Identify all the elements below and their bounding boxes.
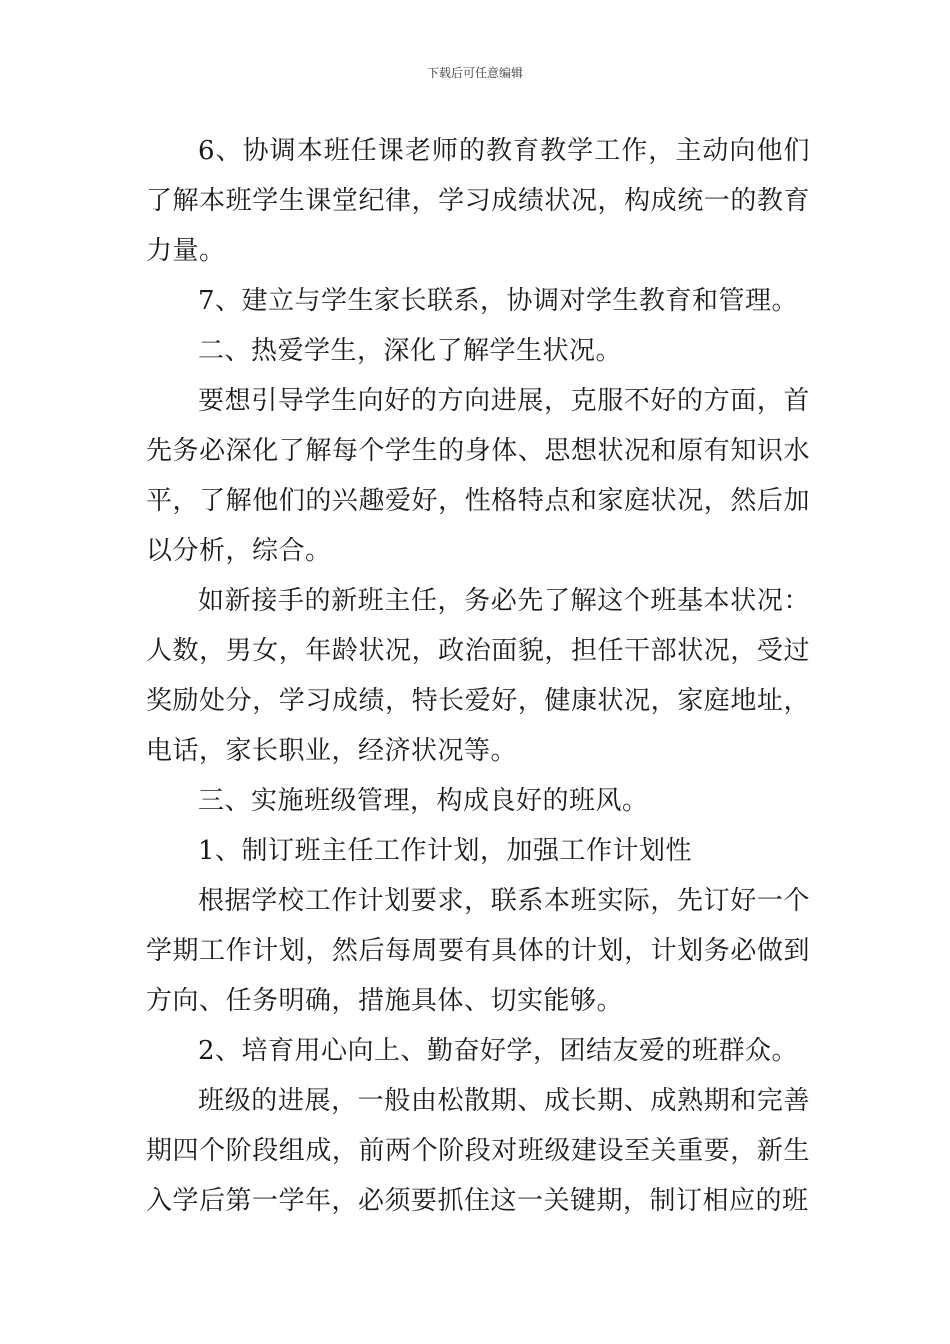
- subsection-heading: 1、制订班主任工作计划，加强工作计划性: [198, 836, 693, 866]
- section-heading: 二、热爱学生，深化了解学生状况。: [198, 336, 623, 366]
- paragraph: 如新接手的新班主任，务必先了解这个班基本状况：人数，男女，年龄状况，政治面貌，担任干部状况，受过奖励处分，学习成绩，特长爱好，健康状况，家庭地址，电话，家长职业，经济状况等。: [146, 586, 810, 766]
- paragraph: 要想引导学生向好的方向进展，克服不好的方面，首先务必深化了解每个学生的身体、思想状况和原有知识水平，了解他们的兴趣爱好，性格特点和家庭状况，然后加以分析，综合。: [146, 386, 810, 566]
- subsection-heading: 2、培育用心向上、勤奋好学，团结友爱的班群众。: [198, 1036, 799, 1066]
- paragraph: 6、协调本班任课老师的教育教学工作，主动向他们了解本班学生课堂纪律，学习成绩状况，构成统一的教育力量。: [146, 136, 810, 266]
- paragraph: 根据学校工作计划要求，联系本班实际，先订好一个学期工作计划，然后每周要有具体的计划，计划务必做到方向、任务明确，措施具体、切实能够。: [146, 886, 810, 1016]
- section-heading: 三、实施班级管理，构成良好的班风。: [198, 786, 649, 816]
- page-header: 下载后可任意编辑: [426, 66, 523, 80]
- paragraph: 7、建立与学生家长联系，协调对学生教育和管理。: [198, 286, 799, 316]
- paragraph: 班级的进展，一般由松散期、成长期、成熟期和完善期四个阶段组成，前两个阶段对班级建设至关重要，新生入学后第一学年，必须要抓住这一关键期，制订相应的班: [146, 1086, 810, 1216]
- document-body: [146, 126, 810, 1226]
